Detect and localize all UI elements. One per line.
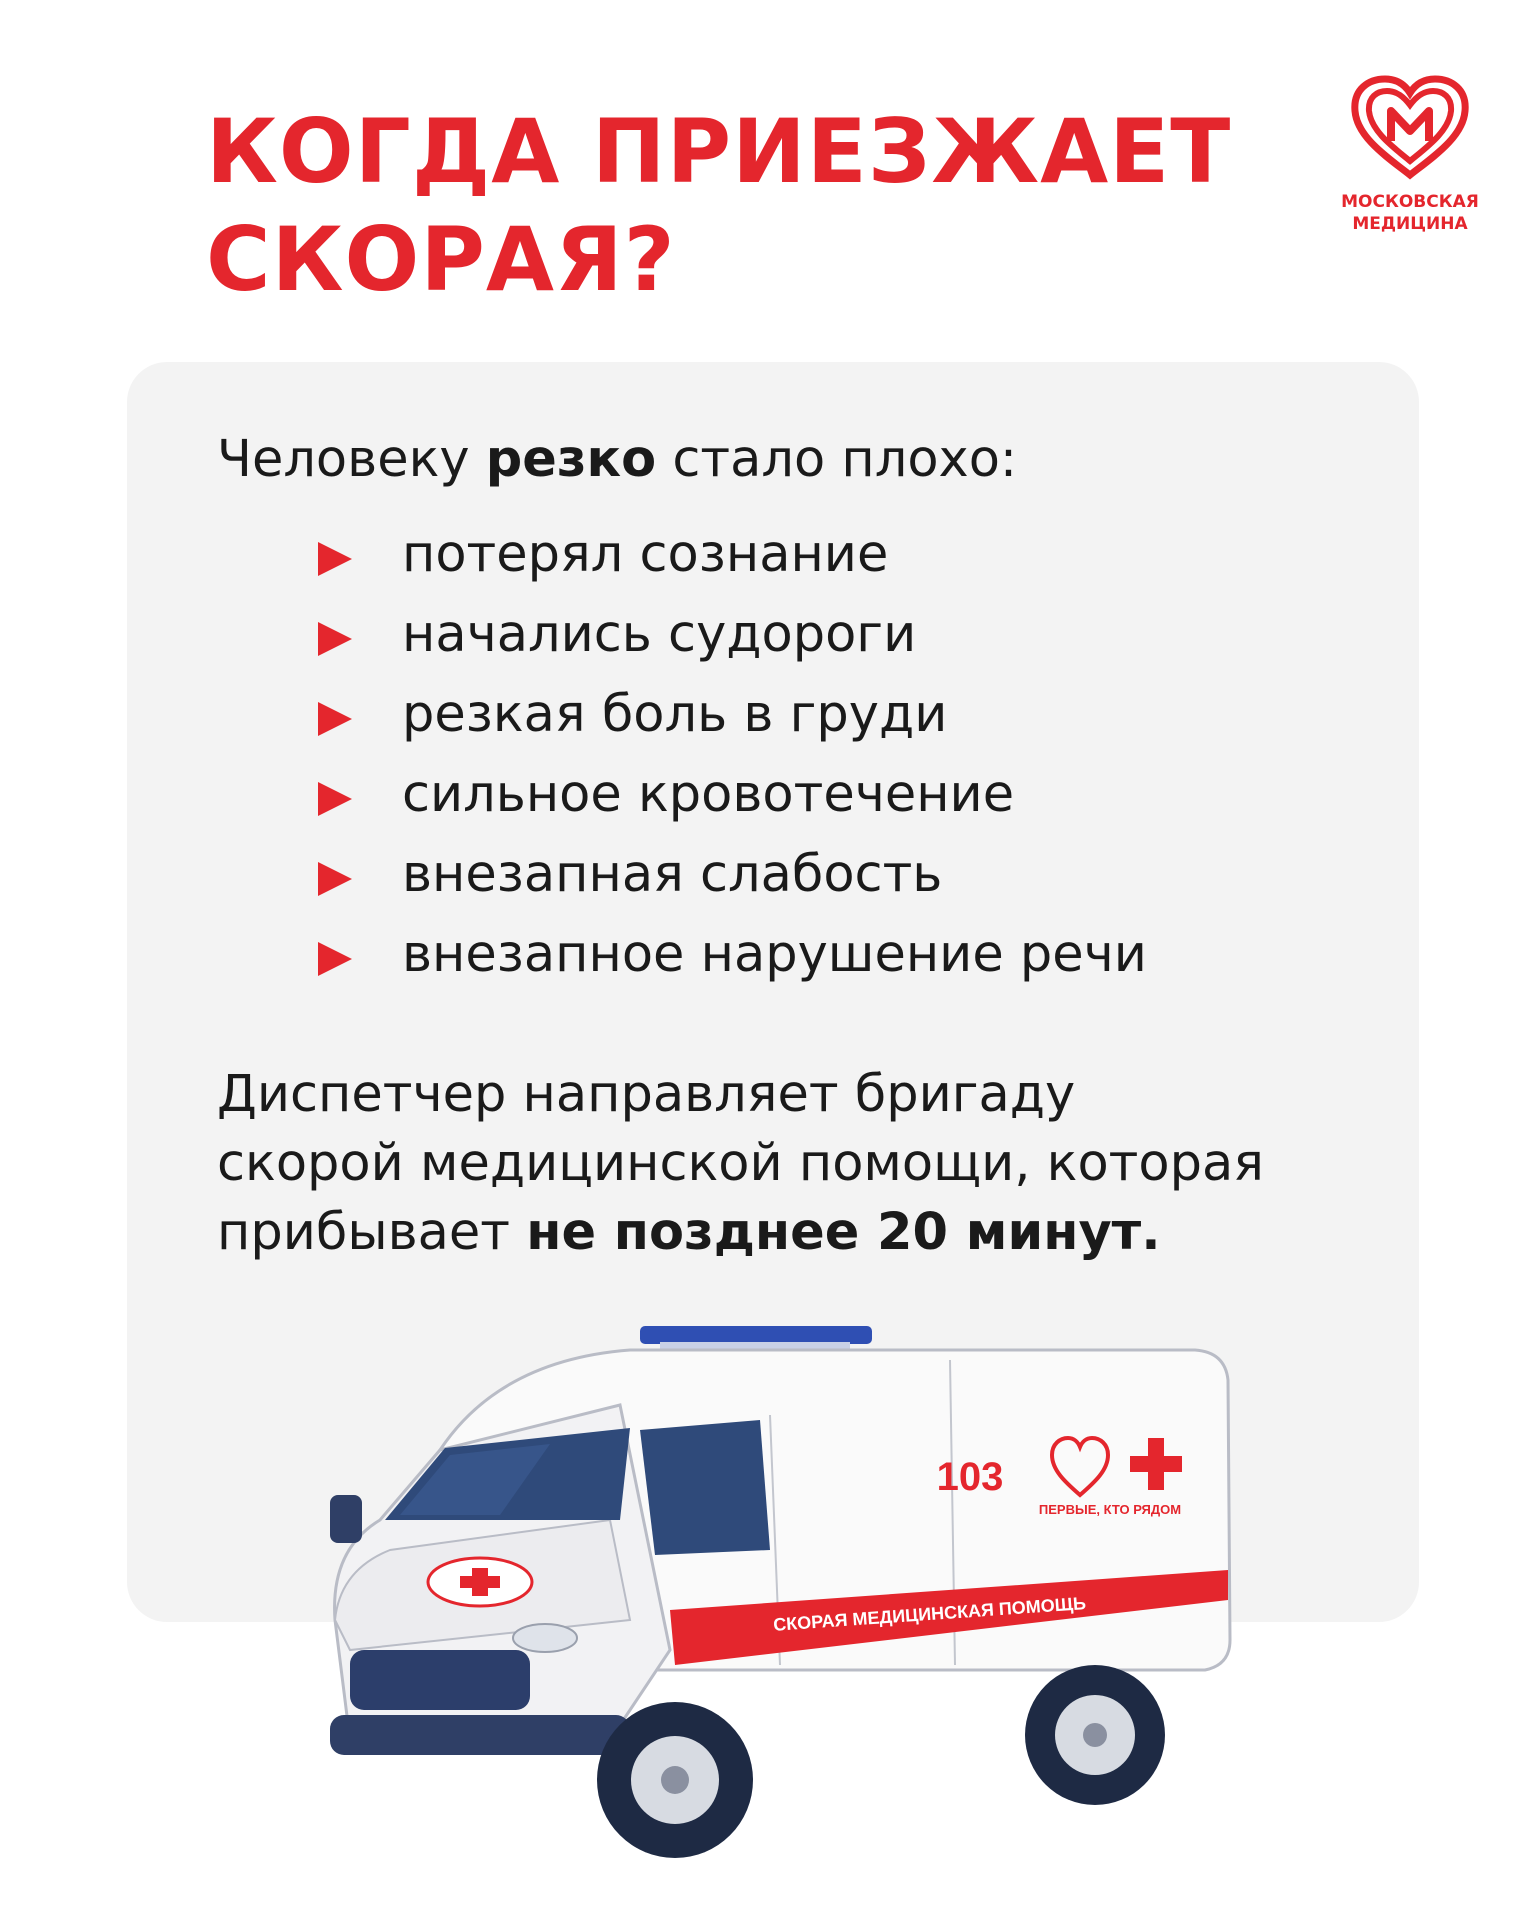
page-title [206,98,1231,314]
list-item [318,523,1147,603]
front-wheel [597,1702,753,1858]
title-line-1: КОГДА ПРИЕЗЖАЕТ [206,100,1232,203]
symptom-label: внезапная слабость [402,845,943,904]
lightbar [640,1326,872,1344]
logo-line-1: МОСКОВСКАЯ [1341,192,1479,212]
moscow-medicine-logo [1340,75,1480,235]
list-item [318,603,1147,683]
dispatch-text [217,1060,1367,1267]
ambulance-number: 103 [936,1455,1004,1499]
triangle-bullet-icon [318,542,352,576]
symptom-list [318,523,1147,1003]
dispatch-line-1: Диспетчер направляет бригаду [217,1065,1076,1124]
symptom-label: резкая боль в груди [402,685,948,744]
grille [350,1650,530,1710]
stripe-text: СКОРАЯ МЕДИЦИНСКАЯ ПОМОЩЬ [772,1593,1087,1635]
ambulance-illustration [310,1320,1240,1880]
rear-wheel [1025,1665,1165,1805]
list-item [318,843,1147,923]
intro-bold: резко [485,430,657,489]
list-item [318,923,1147,1003]
ambulance-slogan: ПЕРВЫЕ, КТО РЯДОМ [1038,1502,1182,1517]
symptom-label: начались судороги [402,605,917,664]
logo-line-2: МЕДИЦИНА [1352,214,1468,234]
triangle-bullet-icon [318,782,352,816]
intro-text [217,428,1017,492]
triangle-bullet-icon [318,942,352,976]
dispatch-line-3-bold: не позднее 20 минут. [526,1203,1161,1262]
symptom-label: потерял сознание [402,525,889,584]
triangle-bullet-icon [318,862,352,896]
symptom-label: внезапное нарушение речи [402,925,1147,984]
dispatch-line-2: скорой медицинской помощи, которая [217,1134,1264,1193]
intro-post: стало плохо: [672,430,1018,489]
intro-pre: Человеку [217,430,470,489]
dispatch-line-3-pre: прибывает [217,1203,510,1262]
list-item [318,763,1147,843]
triangle-bullet-icon [318,622,352,656]
heart-m-logo-icon [1347,75,1473,181]
logo-wordmark [1340,191,1480,235]
list-item [318,683,1147,763]
triangle-bullet-icon [318,702,352,736]
symptom-label: сильное кровотечение [402,765,1015,824]
title-line-2: СКОРАЯ? [206,208,676,311]
